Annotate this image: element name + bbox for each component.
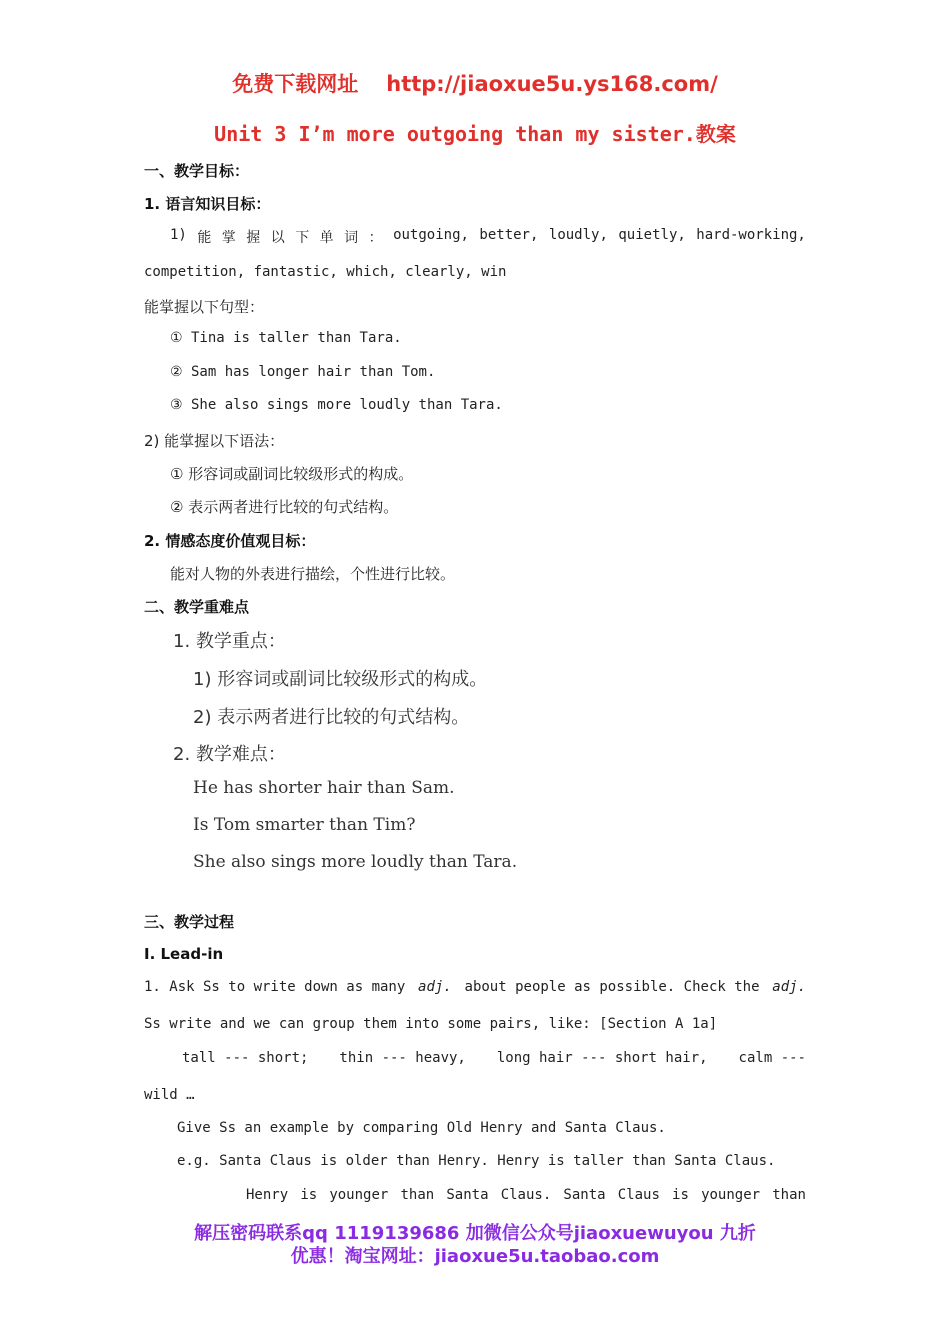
sentence-item: ③ She also sings more loudly than Tara.: [170, 397, 503, 413]
section3-heading: 三、教学过程: [144, 913, 235, 931]
difficult-point-item: She also sings more loudly than Tara.: [193, 852, 518, 872]
pair-item: thin --- heavy,: [339, 1050, 466, 1066]
footer-line-1: 解压密码联系qq 1119139686 加微信公众号jiaoxuewuyou 九折: [194, 1223, 756, 1244]
vocab-line-2: competition, fantastic, which, clearly, win: [144, 264, 507, 280]
example-word: is: [672, 1187, 689, 1203]
emotion-goal: 能对人物的外表进行描绘，个性进行比较。: [170, 565, 456, 583]
vocab-word: 1): [170, 227, 187, 243]
vocab-word: ：: [368, 230, 383, 246]
example-word: is: [300, 1187, 318, 1203]
vocab-word: quietly,: [618, 227, 686, 243]
lead-in-heading: Ⅰ. Lead-in: [144, 945, 224, 963]
footer-line-2: 优惠！淘宝网址：jiaoxue5u.taobao.com: [290, 1246, 660, 1267]
key-points-label: 1. 教学重点：: [173, 631, 286, 652]
p1-text-a: 1. Ask Ss to write down as many: [144, 979, 406, 995]
example-word: than: [400, 1187, 435, 1203]
vocab-word: loudly,: [548, 227, 608, 243]
pair-item: calm ---: [738, 1050, 806, 1066]
example-word: than: [772, 1187, 806, 1203]
vocab-word: 掌: [221, 230, 236, 246]
vocab-word: 以: [270, 230, 285, 246]
vocab-word: better,: [479, 227, 539, 243]
document-title: Unit 3 I’m more outgoing than my sister.教案: [214, 122, 736, 146]
grammar-intro: 2) 能掌握以下语法：: [144, 432, 285, 450]
difficult-points-label: 2. 教学难点：: [173, 744, 286, 765]
difficult-point-item: He has shorter hair than Sam.: [193, 778, 455, 798]
sentences-intro: 能掌握以下句型：: [144, 298, 265, 316]
example-eg: e.g. Santa Claus is older than Henry. Henry is taller than Santa Claus.: [177, 1153, 776, 1169]
header-url[interactable]: http://jiaoxue5u.ys168.com/: [386, 72, 718, 96]
vocab-word: hard-working,: [696, 227, 806, 243]
vocab-word: outgoing,: [393, 227, 469, 243]
example-word: Santa: [563, 1187, 606, 1203]
vocab-line-1: [170, 227, 806, 247]
sentence-item: ② Sam has longer hair than Tom.: [170, 364, 436, 380]
paragraph-1-line-2: Ss write and we can group them into some pairs, like: [Section A 1a]: [144, 1016, 718, 1032]
example-word: Santa: [446, 1187, 489, 1203]
grammar-item: ① 形容词或副词比较级形式的构成。: [170, 465, 414, 483]
section1-heading: 一、教学目标：: [144, 162, 250, 180]
key-point-item: 1) 形容词或副词比较级形式的构成。: [193, 669, 488, 690]
example-word: Henry: [246, 1187, 289, 1203]
paragraph-1-line-1: [144, 979, 806, 995]
example-intro: Give Ss an example by comparing Old Henry and Santa Claus.: [177, 1120, 666, 1136]
grammar-item: ② 表示两者进行比较的句式结构。: [170, 498, 399, 516]
vocab-word: 词: [344, 230, 359, 246]
example-word: younger: [329, 1187, 389, 1203]
example-word: Claus.: [500, 1187, 552, 1203]
sentence-item: ① Tina is taller than Tara.: [170, 330, 402, 346]
pair-item: long hair --- short hair,: [496, 1050, 708, 1066]
section1-sub2: 2. 情感态度价值观目标：: [144, 532, 316, 550]
example-word: Claus: [617, 1187, 660, 1203]
section1-sub1: 1. 语言知识目标：: [144, 195, 271, 213]
pair-item: tall --- short;: [182, 1050, 309, 1066]
key-point-item: 2) 表示两者进行比较的句式结构。: [193, 707, 470, 728]
pairs-line-end: wild …: [144, 1087, 195, 1103]
header-label: 免费下载网址: [232, 72, 359, 96]
pairs-line: [182, 1050, 806, 1066]
vocab-word: 握: [246, 230, 261, 246]
example-last-line: [246, 1187, 806, 1203]
difficult-point-item: Is Tom smarter than Tim?: [193, 815, 416, 835]
adj-term: adj.: [418, 979, 452, 995]
section2-heading: 二、教学重难点: [144, 598, 250, 616]
example-word: younger: [701, 1187, 761, 1203]
vocab-word: 单: [319, 230, 334, 246]
p1-text-b: about people as possible. Check the: [464, 979, 760, 995]
vocab-word: 下: [295, 230, 310, 246]
adj-term: adj.: [772, 979, 806, 995]
header-banner: [0, 68, 950, 98]
vocab-word: 能: [197, 230, 212, 246]
